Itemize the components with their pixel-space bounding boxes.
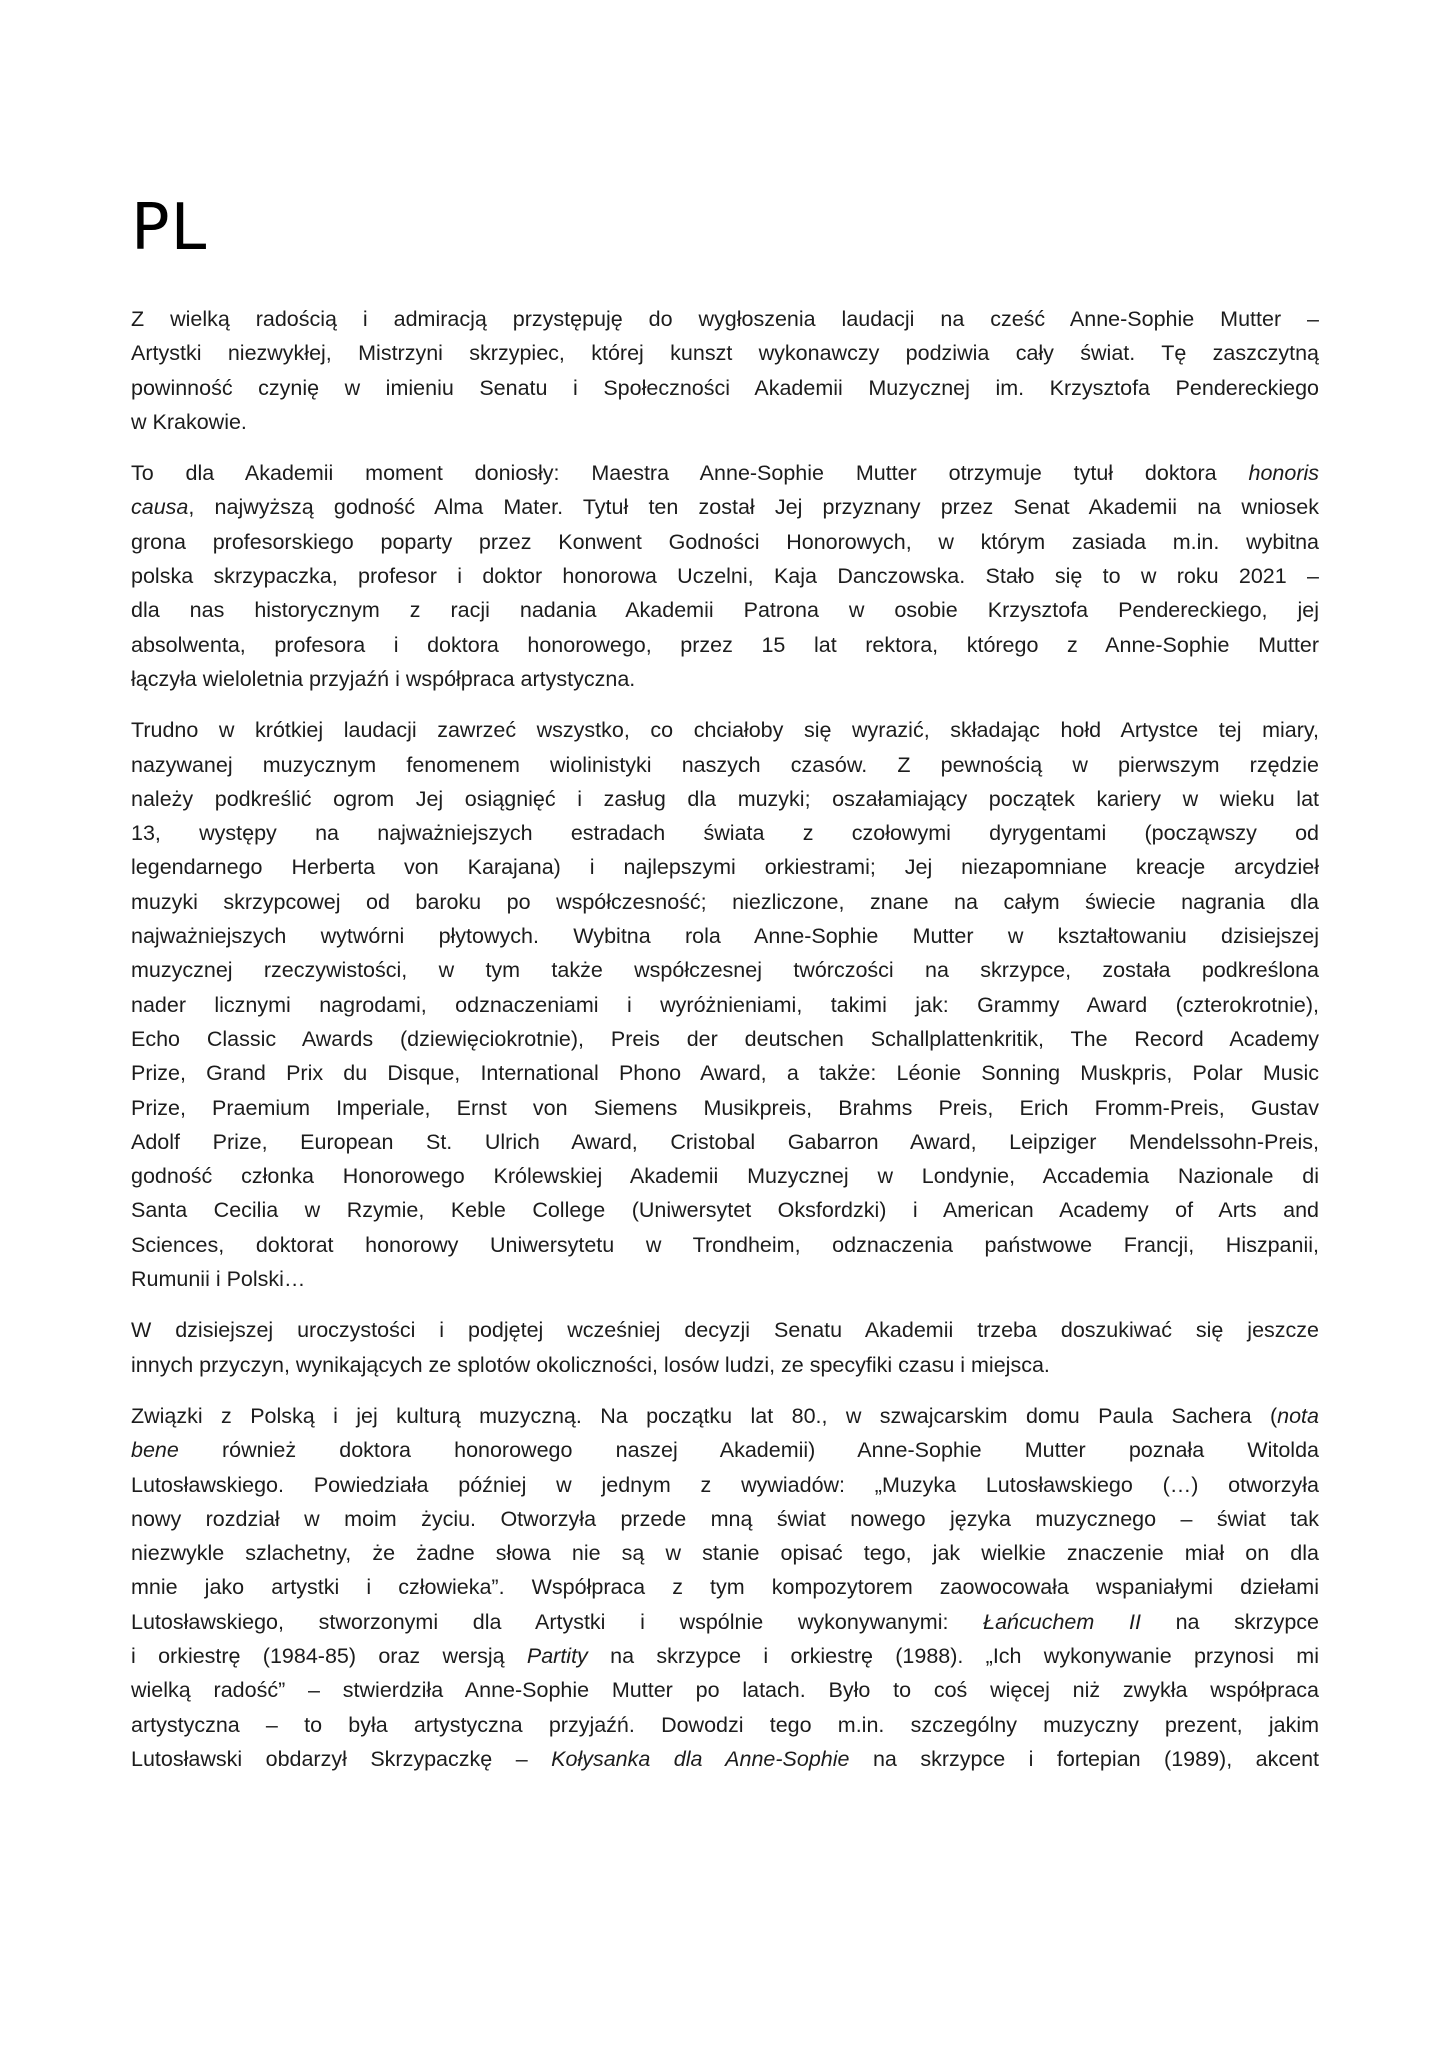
text-segment: Związki z Polską i jej kulturą muzyczną. Na początku lat 80., w szwajcarskim domu Paula Sachera ( — [131, 1403, 1278, 1428]
text-line — [131, 1159, 1319, 1193]
text-segment: legendarnego Herberta von Karajana) i najlepszymi orkiestrami; Jej niezapomniane kreacje arcydzieł — [131, 855, 1319, 880]
text-line — [131, 1262, 1319, 1296]
text-segment: , najwyższą godność Alma Mater. Tytuł ten został Jej przyznany przez Senat Akademii na wniosek — [188, 495, 1319, 520]
text-line — [131, 1125, 1319, 1159]
text-line — [131, 816, 1319, 850]
text-line — [131, 748, 1319, 782]
text-line — [131, 1468, 1319, 1502]
text-segment: Artystki niezwykłej, Mistrzyni skrzypiec, której kunszt wykonawczy podziwia cały świat. Tę zaszczytną — [131, 341, 1319, 366]
text-line — [131, 302, 1319, 336]
text-line — [131, 885, 1319, 919]
paragraph — [131, 713, 1319, 1296]
text-line — [131, 662, 1319, 696]
text-line — [131, 1313, 1319, 1347]
text-segment: dla nas historycznym z racji nadania Akademii Patrona w osobie Krzysztofa Pendereckiego, jej — [131, 598, 1319, 623]
text-line — [131, 1605, 1319, 1639]
text-segment: nazywanej muzycznym fenomenem wiolinistyki naszych czasów. Z pewnością w pierwszym rzędzie — [131, 752, 1319, 777]
text-segment: i orkiestrę (1984-85) oraz wersją — [131, 1643, 527, 1668]
text-segment: łączyła wieloletnia przyjaźń i współpraca artystyczna. — [131, 666, 636, 691]
text-line — [131, 456, 1319, 490]
text-segment: innych przyczyn, wynikających ze splotów okoliczności, losów ludzi, ze specyfiki czasu i miejsca. — [131, 1352, 1050, 1377]
text-segment: Prize, Grand Prix du Disque, International Phono Award, a także: Léonie Sonning Muskpris, Polar Music — [131, 1061, 1319, 1086]
text-segment: muzyki skrzypcowej od baroku po współczesność; niezliczone, znane na całym świecie nagrania dla — [131, 889, 1319, 914]
text-line — [131, 1673, 1319, 1707]
text-line — [131, 1091, 1319, 1125]
text-segment: na skrzypce i orkiestrę (1988). „Ich wykonywanie przynosi mi — [587, 1643, 1319, 1668]
text-segment: 13, występy na najważniejszych estradach świata z czołowymi dyrygentami (począwszy od — [131, 821, 1319, 846]
text-segment: nader licznymi nagrodami, odznaczeniami i wyróżnieniami, takimi jak: Grammy Award (czterokrotnie), — [131, 992, 1319, 1017]
text-segment: należy podkreślić ogrom Jej osiągnięć i zasług dla muzyki; oszałamiający początek kariery w wieku lat — [131, 786, 1319, 811]
italic-text: bene — [131, 1438, 179, 1463]
text-segment: grona profesorskiego poparty przez Konwent Godności Honorowych, w którym zasiada m.in. wybitna — [131, 529, 1319, 554]
text-segment: Lutosławskiego, stworzonymi dla Artystki i wspólnie wykonywanymi: — [131, 1609, 984, 1634]
text-segment: na skrzypce i fortepian (1989), akcent — [849, 1746, 1320, 1771]
text-line — [131, 1742, 1319, 1776]
text-segment: powinność czynię w imieniu Senatu i Społeczności Akademii Muzycznej im. Krzysztofa Pendereckiego — [131, 375, 1319, 400]
text-segment: wielką radość” – stwierdziła Anne-Sophie Mutter po latach. Było to coś więcej niż zwykła współpraca — [131, 1678, 1319, 1703]
text-segment: Rumunii i Polski… — [131, 1267, 306, 1292]
text-segment: na skrzypce — [1140, 1609, 1320, 1634]
text-line — [131, 1228, 1319, 1262]
text-segment: niezwykle szlachetny, że żadne słowa nie są w stanie opisać tego, jak wielkie znaczenie miał on dla — [131, 1541, 1319, 1566]
laudation-body — [131, 302, 1319, 1776]
text-segment: Santa Cecilia w Rzymie, Keble College (Uniwersytet Oksfordzki) i American Academy of Arts and — [131, 1198, 1319, 1223]
italic-text: Partity — [526, 1643, 588, 1668]
text-segment: Z wielką radością i admiracją przystępuję do wygłoszenia laudacji na cześć Anne-Sophie Mutter – — [131, 307, 1319, 331]
text-line — [131, 336, 1319, 370]
text-segment: polska skrzypaczka, profesor i doktor honorowa Uczelni, Kaja Danczowska. Stało się to w roku 2021 – — [131, 564, 1319, 589]
text-line — [131, 713, 1319, 747]
text-line — [131, 1022, 1319, 1056]
text-line — [131, 1193, 1319, 1227]
text-line — [131, 1536, 1319, 1570]
language-heading: PL — [131, 191, 208, 265]
paragraph — [131, 1313, 1319, 1382]
text-line — [131, 988, 1319, 1022]
italic-text: nota — [1277, 1403, 1319, 1428]
text-segment: Lutosławskiego. Powiedziała później w jednym z wywiadów: „Muzyka Lutosławskiego (…) otworzyła — [131, 1472, 1319, 1497]
italic-text: Łańcuchem II — [983, 1609, 1141, 1634]
text-line — [131, 919, 1319, 953]
paragraph — [131, 456, 1319, 696]
text-line — [131, 1399, 1319, 1433]
text-line — [131, 371, 1319, 405]
text-line — [131, 405, 1319, 439]
text-line — [131, 1708, 1319, 1742]
text-segment: muzycznej rzeczywistości, w tym także współczesnej twórczości na skrzypce, została podkreślona — [131, 958, 1319, 983]
text-segment: w Krakowie. — [131, 409, 247, 434]
text-line — [131, 953, 1319, 987]
paragraph — [131, 1399, 1319, 1776]
italic-text: Kołysanka dla Anne-Sophie — [551, 1746, 850, 1771]
text-segment: Prize, Praemium Imperiale, Ernst von Siemens Musikpreis, Brahms Preis, Erich Fromm-Preis, Gustav — [131, 1095, 1319, 1120]
italic-text: causa — [131, 495, 189, 520]
text-line — [131, 525, 1319, 559]
text-line — [131, 1570, 1319, 1604]
text-line — [131, 850, 1319, 884]
paragraph — [131, 302, 1319, 439]
text-segment: absolwenta, profesora i doktora honorowego, przez 15 lat rektora, którego z Anne-Sophie Mutter — [131, 632, 1319, 657]
text-line — [131, 559, 1319, 593]
text-line — [131, 1433, 1319, 1467]
text-segment: nowy rozdział w moim życiu. Otworzyła przede mną świat nowego języka muzycznego – świat tak — [131, 1506, 1319, 1531]
text-segment: Adolf Prize, European St. Ulrich Award, Cristobal Gabarron Award, Leipziger Mendelssohn-Preis, — [131, 1129, 1319, 1154]
text-segment: artystyczna – to była artystyczna przyjaźń. Dowodzi tego m.in. szczególny muzyczny prezent, jakim — [131, 1712, 1319, 1737]
text-segment: również doktora honorowego naszej Akademii) Anne-Sophie Mutter poznała Witolda — [178, 1438, 1319, 1463]
text-segment: Echo Classic Awards (dziewięciokrotnie), Preis der deutschen Schallplattenkritik, The Record Academy — [131, 1026, 1319, 1051]
text-segment: To dla Akademii moment doniosły: Maestra Anne-Sophie Mutter otrzymuje tytuł doktora — [131, 461, 1249, 486]
text-line — [131, 1056, 1319, 1090]
text-segment: Lutosławski obdarzył Skrzypaczkę – — [131, 1746, 552, 1771]
text-segment: najważniejszych wytwórni płytowych. Wybitna rola Anne-Sophie Mutter w kształtowaniu dzisiejszej — [131, 924, 1319, 949]
text-segment: Trudno w krótkiej laudacji zawrzeć wszystko, co chciałoby się wyrazić, składając hołd Artystce tej miary, — [131, 718, 1319, 743]
text-segment: Sciences, doktorat honorowy Uniwersytetu w Trondheim, odznaczenia państwowe Francji, Hiszpanii, — [131, 1232, 1319, 1257]
text-segment: godność członka Honorowego Królewskiej Akademii Muzycznej w Londynie, Accademia Nazionale di — [131, 1164, 1319, 1189]
text-line — [131, 628, 1319, 662]
text-line — [131, 1639, 1319, 1673]
text-line — [131, 1502, 1319, 1536]
text-line — [131, 1348, 1319, 1382]
text-line — [131, 593, 1319, 627]
text-segment: mnie jako artystki i człowieka”. Współpraca z tym kompozytorem zaowocowała wspaniałymi dziełami — [131, 1575, 1319, 1600]
italic-text: honoris — [1248, 461, 1319, 486]
document-page — [131, 188, 1319, 1793]
text-segment: W dzisiejszej uroczystości i podjętej wcześniej decyzji Senatu Akademii trzeba doszukiwać się jeszcze — [131, 1318, 1319, 1343]
text-line — [131, 782, 1319, 816]
text-line — [131, 490, 1319, 524]
